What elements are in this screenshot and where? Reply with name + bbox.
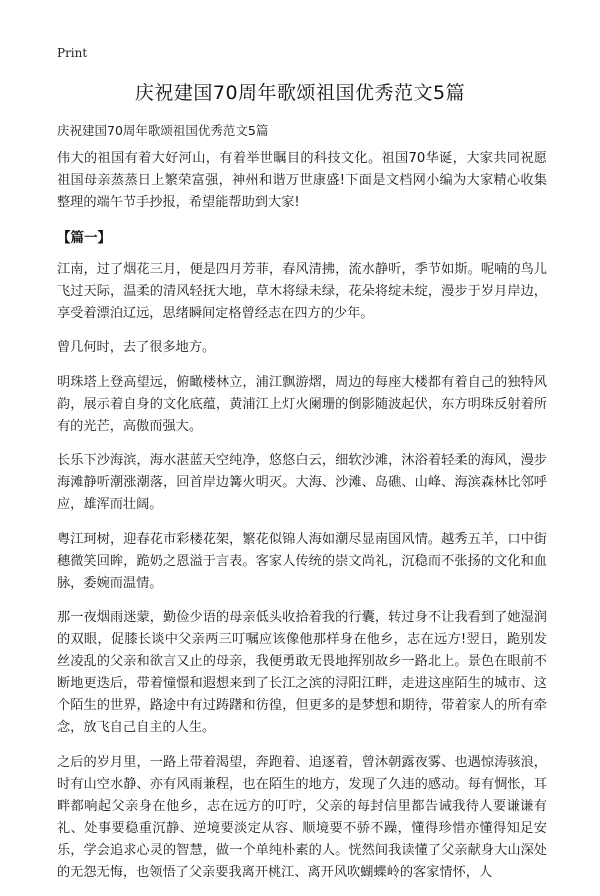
body-paragraph: 粤江珂树，迎春花市彩楼花架，繁花似锦人海如潮尽显南国风情。越秀五羊，口中街穗微笑回眸，跪奶之恩溢于言表。客家人传统的崇文尚礼，沉稳而不张扬的文化和血脉，委婉而温情。 — [57, 531, 547, 591]
document-body — [57, 148, 547, 896]
body-paragraph: 江南，过了烟花三月，便是四月芳菲，春风清拂，流水静听，季节如斯。呢喃的鸟儿飞过天际，温柔的清风轻抚大地，草木将绿未绿，花朵将绽未绽，漫步于岁月岸边，享受着漂泊辽远，思绪瞬间定格曾经志在四方的少年。 — [57, 261, 547, 321]
body-paragraph: 明珠塔上登高望远，俯瞰楼林立，浦江飘游熠，周边的每座大楼都有着自己的独特风韵，展示着自身的文化底蕴，黄浦江上灯火阑珊的倒影随波起伏，东方明珠反射着所有的光芒，高傲而强大。 — [57, 374, 547, 434]
section-heading: 【篇一】 — [57, 229, 111, 246]
body-paragraph: 曾几何时，去了很多地方。 — [57, 340, 216, 355]
body-paragraph: 那一夜烟雨迷蒙，勤俭少语的母亲低头收拾着我的行囊，转过身不让我看到了她湿润的双眼，促膝长谈中父亲两三叮嘱应该像他那样身在他乡，志在远方!翌日，跪别发丝凌乱的父亲和欲言又止的母亲，我便勇敢无畏地挥别故乡一路北上。景色在眼前不断地更迭后，带着憧憬和遐想来到了长江之滨的浔阳江畔，走进这座陌生的城市、这个陌生的世界，路途中有过踌躇和彷徨，但更多的是梦想和期待，带着家人的所有牵念，放飞自己自主的人生。 — [57, 610, 547, 735]
intro-paragraph: 伟大的祖国有着大好河山，有着举世瞩目的科技文化。祖国70华诞，大家共同祝愿祖国母亲蒸蒸日上繁荣富强，神州和谐万世康盛!下面是文档网小编为大家精心收集整理的端午节手抄报，希望能帮助到大家! — [57, 151, 547, 210]
print-link[interactable]: Print — [57, 46, 88, 60]
document-subtitle: 庆祝建国70周年歌颂祖国优秀范文5篇 — [57, 123, 269, 138]
body-paragraph: 长乐下沙海滨，海水湛蓝天空纯净，悠悠白云，细软沙滩，沐浴着轻柔的海风，漫步海滩静听潮涨潮落，回首岸边篝火明灭。大海、沙滩、岛礁、山峰、海滨森林比邻呼应，雄浑而壮阔。 — [57, 453, 547, 512]
body-paragraph: 之后的岁月里，一路上带着渴望，奔跑着、追逐着，曾沐朝露夜雾、也遇惊涛骇浪，时有山空水静、亦有风雨兼程，也在陌生的地方，发现了久违的感动。每有惆怅，耳畔都响起父亲身在他乡，志在远方的叮咛，父亲的每封信里都告诫我待人要谦谦有礼、处事要稳重沉静、逆境要淡定从容、顺境要不骄不躁，懂得珍惜亦懂得知足安乐，学会追求心灵的智慧，做一个单纯朴素的人。恍然间我读懂了父亲献身大山深处的无怨无悔，也领悟了父亲要我离开桃江、离开风吹蝴蝶岭的客家情怀，人 — [57, 754, 547, 880]
document-title: 庆祝建国70周年歌颂祖国优秀范文5篇 — [134, 82, 466, 104]
